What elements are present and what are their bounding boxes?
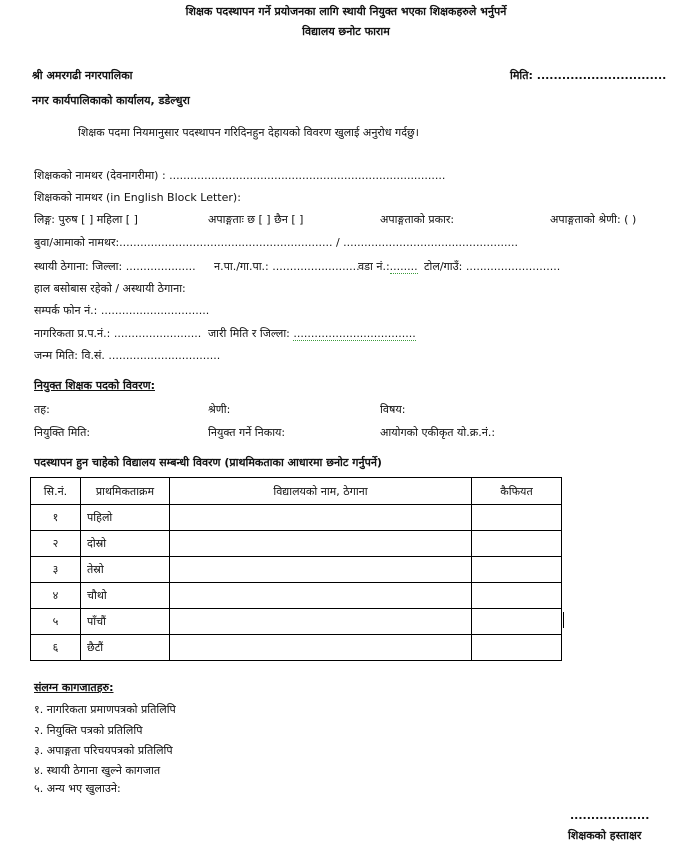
name-nepali-field[interactable]: शिक्षकको नामथर (देवनागरीमा) : ............................................................................... — [34, 169, 446, 182]
name-english-field[interactable]: शिक्षकको नामथर (in English Block Letter): — [34, 191, 241, 204]
appointing-body-field[interactable]: नियुक्त गर्ने निकाय: — [208, 426, 286, 439]
dob-field[interactable]: जन्म मिति: वि.सं. ................................ — [34, 349, 221, 362]
level-field[interactable]: तह: — [34, 403, 50, 416]
row-priority: दोस्रो — [81, 531, 170, 557]
row-sn: ६ — [31, 635, 81, 661]
row-school-cell[interactable] — [170, 583, 472, 609]
row-priority: पहिलो — [81, 505, 170, 531]
row-priority: पाँचौं — [81, 609, 170, 635]
row-remarks-cell[interactable] — [472, 583, 562, 609]
permanent-district-field[interactable]: स्थायी ठेगाना: जिल्ला: .................... — [34, 260, 196, 273]
municipality-name: श्री अमरगढी नगरपालिका — [32, 69, 133, 82]
col-header-priority: प्राथमिकताक्रम — [81, 478, 170, 505]
row-school-cell[interactable] — [170, 557, 472, 583]
issue-dots: ................................... — [293, 327, 416, 340]
permanent-municipality-field[interactable]: न.पा./गा.पा.: ......................... — [214, 260, 360, 273]
attachment-item: ४. स्थायी ठेगाना खुल्ने कागजात — [34, 764, 161, 777]
form-subtitle: विद्यालय छनोट फाराम — [302, 25, 390, 38]
issue-date-district-field[interactable] — [208, 328, 416, 339]
row-school-cell[interactable] — [170, 531, 472, 557]
table-row — [31, 609, 562, 635]
current-address-field[interactable]: हाल बसोबास रहेको / अस्थायी ठेगाना: — [34, 282, 186, 295]
table-row — [31, 505, 562, 531]
row-priority: छैटौं — [81, 635, 170, 661]
intro-text: शिक्षक पदमा नियमानुसार पदस्थापन गरिदिनहुन देहायको विवरण खुलाई अनुरोध गर्दछु। — [78, 126, 419, 139]
row-sn: १ — [31, 505, 81, 531]
row-school-cell[interactable] — [170, 609, 472, 635]
row-priority: चौथो — [81, 583, 170, 609]
row-sn: ३ — [31, 557, 81, 583]
row-sn: ४ — [31, 583, 81, 609]
parents-name-field[interactable]: बुवा/आमाको नामथर:............................................................. / .................................................. — [34, 236, 518, 249]
attachment-item: २. नियुक्ति पत्रको प्रतिलिपि — [34, 724, 143, 737]
disability-type-field[interactable]: अपाङ्गताको प्रकार: — [380, 213, 455, 226]
row-school-cell[interactable] — [170, 505, 472, 531]
col-header-sn: सि.नं. — [31, 478, 81, 505]
issue-label: जारी मिति र जिल्ला: — [208, 327, 294, 340]
ward-field[interactable] — [358, 261, 418, 272]
attachment-item[interactable]: ५. अन्य भए खुलाउने: — [34, 782, 121, 795]
table-header-row — [31, 478, 562, 505]
row-sn: २ — [31, 531, 81, 557]
citizenship-field[interactable]: नागरिकता प्र.प.नं.: ......................... — [34, 327, 202, 340]
row-school-cell[interactable] — [170, 635, 472, 661]
row-remarks-cell[interactable] — [472, 557, 562, 583]
tole-field[interactable]: टोल/गाउँ: ........................... — [424, 260, 561, 273]
text-cursor — [563, 612, 564, 628]
row-priority: तेस्रो — [81, 557, 170, 583]
col-header-school: विद्यालयको नाम, ठेगाना — [170, 478, 472, 505]
row-sn: ५ — [31, 609, 81, 635]
row-remarks-cell[interactable] — [472, 531, 562, 557]
table-row — [31, 531, 562, 557]
attachment-item: ३. अपाङ्गता परिचयपत्रको प्रतिलिपि — [34, 744, 173, 757]
school-preference-table — [30, 477, 562, 661]
signature-line[interactable]: ................... — [570, 809, 650, 822]
col-header-remarks: कैफियत — [472, 478, 562, 505]
appointment-heading: नियुक्त शिक्षक पदको विवरण: — [34, 379, 155, 392]
row-remarks-cell[interactable] — [472, 609, 562, 635]
grade-field[interactable]: श्रेणी: — [208, 403, 231, 416]
disability-class-field[interactable]: अपाङ्गताको श्रेणी: ( ) — [550, 213, 637, 226]
attachments-heading: संलग्न कागजातहरु: — [34, 681, 114, 694]
row-remarks-cell[interactable] — [472, 635, 562, 661]
ward-label: वडा नं.: — [358, 260, 390, 273]
row-remarks-cell[interactable] — [472, 505, 562, 531]
phone-field[interactable]: सम्पर्क फोन नं.: ............................... — [34, 304, 210, 317]
disability-field[interactable]: अपाङ्गताः छ [ ] छैन [ ] — [208, 213, 304, 226]
preference-heading: पदस्थापन हुन चाहेको विद्यालय सम्बन्धी विवरण (प्राथमिकताका आधारमा छनोट गर्नुपर्ने) — [34, 456, 382, 469]
table-row — [31, 635, 562, 661]
office-name: नगर कार्यपालिकाको कार्यालय, डडेल्धुरा — [32, 94, 190, 107]
gender-field[interactable]: लिङ्ग: पुरुष [ ] महिला [ ] — [34, 213, 138, 226]
commission-number-field[interactable]: आयोगको एकीकृत यो.क्र.नं.: — [380, 426, 496, 439]
form-title: शिक्षक पदस्थापन गर्ने प्रयोजनका लागि स्थायी नियुक्त भएका शिक्षकहरुले भर्नुपर्ने — [185, 5, 507, 18]
subject-field[interactable]: विषय: — [380, 403, 406, 416]
appointment-date-field[interactable]: नियुक्ति मिति: — [34, 426, 91, 439]
table-row — [31, 557, 562, 583]
signature-label: शिक्षकको हस्ताक्षर — [568, 829, 642, 842]
attachment-item: १. नागरिकता प्रमाणपत्रको प्रतिलिपि — [34, 703, 176, 716]
date-field[interactable]: मिति: ............................... — [510, 69, 667, 82]
table-row — [31, 583, 562, 609]
ward-dots: ........ — [389, 260, 418, 273]
